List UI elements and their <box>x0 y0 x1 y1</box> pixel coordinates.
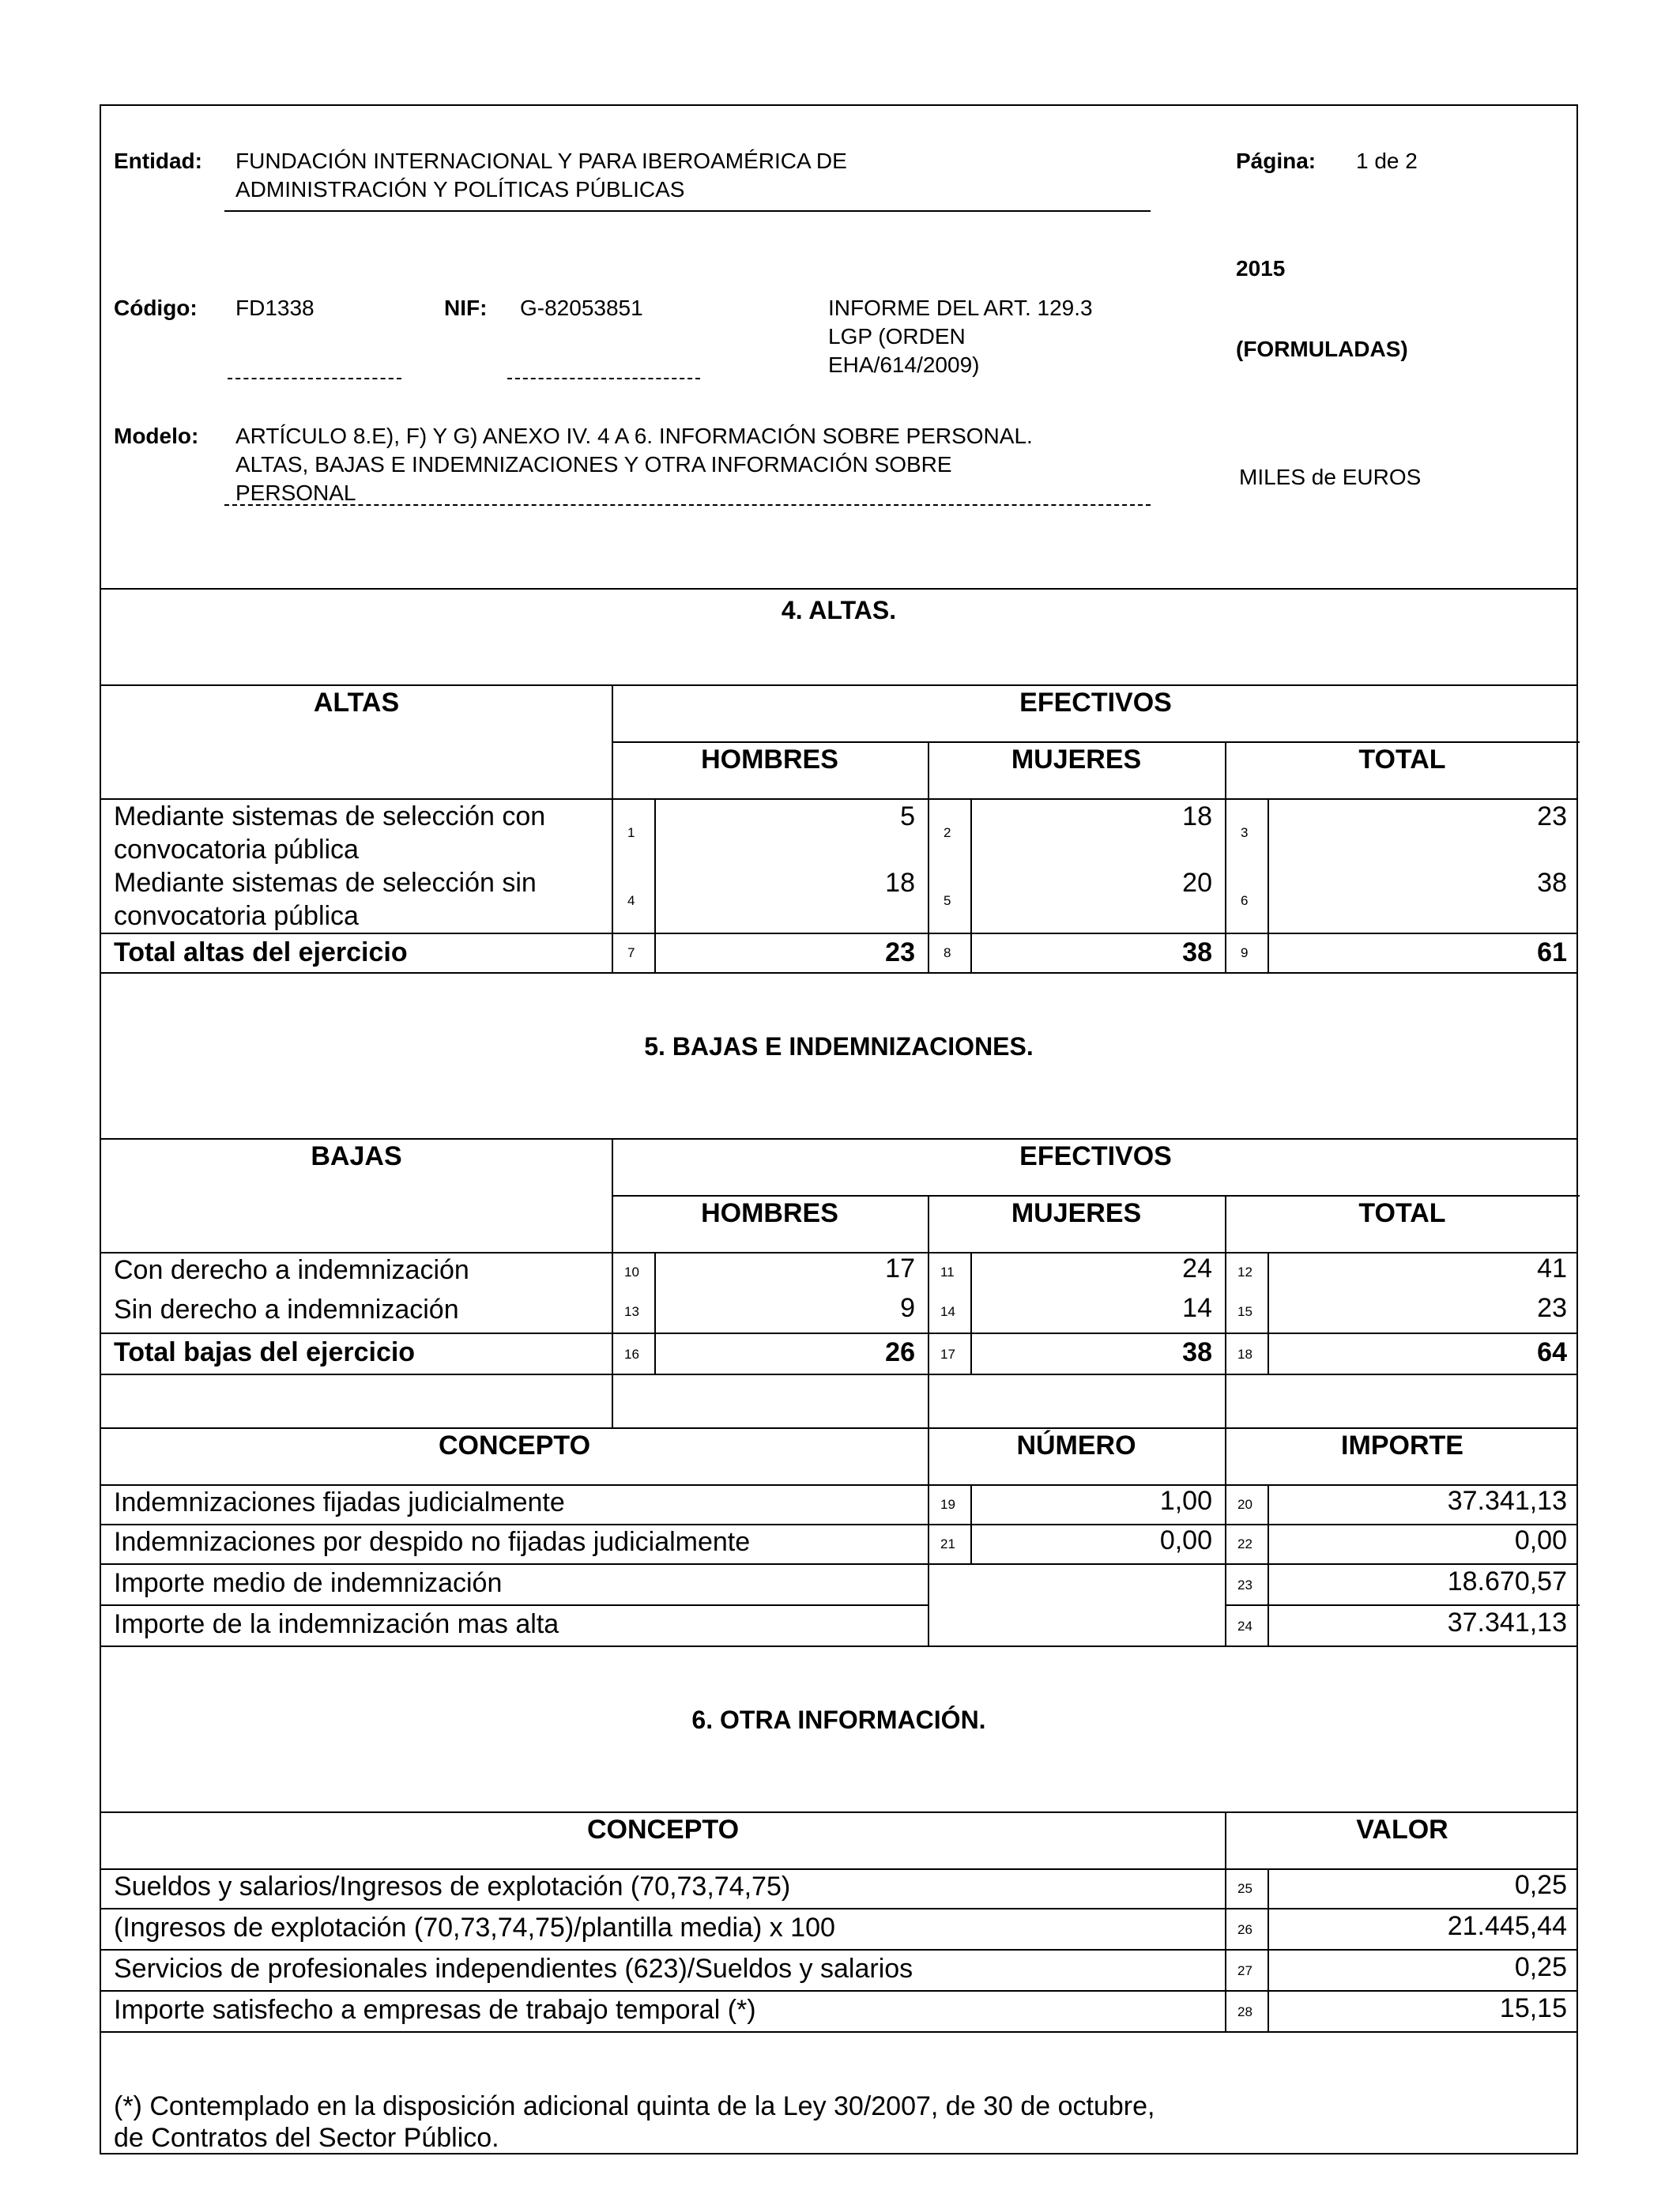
divider <box>101 1563 1576 1565</box>
cell-code: 18 <box>1237 1347 1252 1362</box>
nif-dash-line <box>507 378 700 379</box>
col-divider <box>928 741 929 974</box>
cell-code: 26 <box>1237 1922 1252 1937</box>
divider <box>101 1427 1576 1429</box>
modelo-label: Modelo: <box>114 424 199 448</box>
divider <box>101 1646 1576 1647</box>
altas-col-hombres: HOMBRES <box>701 745 838 775</box>
altas-col-efectivos: EFECTIVOS <box>1019 688 1172 718</box>
cell-code: 14 <box>940 1304 955 1319</box>
otra-valor-value: 21.445,44 <box>1447 1911 1567 1941</box>
altas-total-total: 61 <box>1537 937 1567 967</box>
altas-total-hombres: 23 <box>885 937 915 967</box>
divider <box>101 1949 1576 1951</box>
indemn-numero-value: 0,00 <box>1159 1525 1212 1555</box>
cell-code: 11 <box>940 1265 955 1280</box>
bajas-col-hombres: HOMBRES <box>701 1198 838 1228</box>
otra-row-label: Importe satisfecho a empresas de trabajo temporal (*) <box>114 1995 756 2025</box>
altas-row-label: Mediante sistemas de selección con <box>114 801 546 831</box>
cell-code: 22 <box>1237 1536 1252 1551</box>
cell-code: 25 <box>1237 1881 1252 1896</box>
altas-row-label: convocatoria pública <box>114 835 359 865</box>
divider <box>612 1195 1580 1197</box>
altas-row-label: convocatoria pública <box>114 901 359 931</box>
divider <box>101 1138 1576 1140</box>
cell-code: 6 <box>1241 893 1249 908</box>
altas-hombres-value: 18 <box>885 868 915 898</box>
divider <box>101 1811 1576 1813</box>
cell-code: 16 <box>624 1347 639 1362</box>
pagina-label: Página: <box>1236 149 1317 173</box>
modelo-line3: PERSONAL <box>235 481 356 505</box>
entidad-line2: ADMINISTRACIÓN Y POLÍTICAS PÚBLICAS <box>235 177 685 202</box>
codigo-value: FD1338 <box>235 296 315 320</box>
formuladas: (FORMULADAS) <box>1236 337 1408 361</box>
bajas-total-value: 41 <box>1537 1253 1567 1284</box>
unidad: MILES de EUROS <box>1239 465 1422 489</box>
bajas-row-label: Con derecho a indemnización <box>114 1255 469 1285</box>
bajas-mujeres-value: 14 <box>1182 1293 1212 1323</box>
informe-line2: LGP (ORDEN <box>828 324 966 349</box>
footnote: de Contratos del Sector Público. <box>114 2123 499 2153</box>
bajas-col-mujeres: MUJERES <box>1011 1198 1142 1228</box>
codigo-dash-line <box>228 378 401 379</box>
divider <box>101 588 1576 590</box>
altas-total-value: 38 <box>1537 868 1567 898</box>
year: 2015 <box>1236 256 1286 281</box>
cell-code: 19 <box>940 1497 955 1512</box>
col-divider <box>928 1195 929 1427</box>
otra-valor-value: 0,25 <box>1514 1870 1567 1900</box>
divider <box>612 741 1580 743</box>
indemn-importe-value: 37.341,13 <box>1447 1486 1567 1516</box>
cell-code: 10 <box>624 1265 639 1280</box>
bajas-total-total: 64 <box>1537 1337 1567 1367</box>
bajas-section-title: 5. BAJAS E INDEMNIZACIONES. <box>644 1032 1034 1061</box>
col-divider <box>1225 741 1226 974</box>
altas-total-label: Total altas del ejercicio <box>114 937 408 967</box>
otra-col-concepto: CONCEPTO <box>586 1815 740 1845</box>
informe-line1: INFORME DEL ART. 129.3 <box>828 296 1093 320</box>
indemn-importe-value: 37.341,13 <box>1447 1608 1567 1638</box>
indemn-importe-value: 0,00 <box>1514 1525 1567 1555</box>
divider <box>101 1908 1576 1909</box>
cell-code: 5 <box>944 893 951 908</box>
indemn-numero-value: 1,00 <box>1159 1486 1212 1516</box>
modelo-dash-line <box>224 504 1151 506</box>
cell-code: 7 <box>627 945 635 960</box>
altas-row-label: Mediante sistemas de selección sin <box>114 868 537 898</box>
cell-code: 2 <box>944 825 951 840</box>
bajas-total-label: Total bajas del ejercicio <box>114 1337 416 1367</box>
entidad-label: Entidad: <box>114 149 202 173</box>
bajas-col-efectivos: EFECTIVOS <box>1019 1141 1172 1171</box>
bajas-col-concept: BAJAS <box>311 1141 402 1171</box>
nif-value: G-82053851 <box>520 296 643 320</box>
otra-col-valor: VALOR <box>1356 1815 1448 1845</box>
informe-line3: EHA/614/2009) <box>828 352 980 377</box>
col-divider <box>612 684 613 974</box>
bajas-total-value: 23 <box>1537 1293 1567 1323</box>
indemn-row-label: Importe de la indemnización mas alta <box>114 1609 559 1639</box>
otra-section-title: 6. OTRA INFORMACIÓN. <box>691 1706 986 1734</box>
altas-total-mujeres: 38 <box>1182 937 1212 967</box>
indemn-row-label: Importe medio de indemnización <box>114 1568 503 1598</box>
cell-code: 12 <box>1237 1265 1252 1280</box>
cell-code: 1 <box>627 825 635 840</box>
altas-total-value: 23 <box>1537 801 1567 831</box>
bajas-row-label: Sin derecho a indemnización <box>114 1295 459 1325</box>
otra-valor-value: 0,25 <box>1514 1952 1567 1982</box>
entidad-underline <box>224 210 1151 212</box>
bajas-hombres-value: 17 <box>885 1253 915 1284</box>
codigo-label: Código: <box>114 296 198 320</box>
cell-code: 3 <box>1241 825 1249 840</box>
cell-code: 24 <box>1237 1619 1252 1634</box>
divider <box>101 684 1576 686</box>
altas-mujeres-value: 20 <box>1182 868 1212 898</box>
col-divider <box>1225 1195 1226 1427</box>
divider <box>1225 1604 1580 1606</box>
cell-code: 17 <box>940 1347 955 1362</box>
divider <box>101 933 1576 934</box>
divider <box>101 2031 1576 2033</box>
altas-mujeres-value: 18 <box>1182 801 1212 831</box>
cell-code: 28 <box>1237 2004 1252 2019</box>
modelo-line1: ARTÍCULO 8.E), F) Y G) ANEXO IV. 4 A 6. INFORMACIÓN SOBRE PERSONAL. <box>235 424 1033 448</box>
cell-code: 9 <box>1241 945 1249 960</box>
bajas-total-mujeres: 38 <box>1182 1337 1212 1367</box>
cell-code: 4 <box>627 893 635 908</box>
pagina-value: 1 de 2 <box>1356 149 1418 173</box>
indemn-col-concepto: CONCEPTO <box>438 1431 591 1461</box>
otra-row-label: (Ingresos de explotación (70,73,74,75)/plantilla media) x 100 <box>114 1913 835 1943</box>
cell-code: 23 <box>1237 1578 1252 1593</box>
bajas-mujeres-value: 24 <box>1182 1253 1212 1284</box>
otra-row-label: Sueldos y salarios/Ingresos de explotación (70,73,74,75) <box>114 1872 791 1902</box>
divider <box>101 1604 928 1606</box>
divider <box>101 972 1576 974</box>
otra-valor-value: 15,15 <box>1499 1993 1567 2023</box>
cell-code: 20 <box>1237 1497 1252 1512</box>
cell-code: 13 <box>624 1304 639 1319</box>
col-divider <box>612 1138 613 1427</box>
form-page <box>100 104 1578 2154</box>
bajas-col-total: TOTAL <box>1358 1198 1446 1228</box>
altas-section-title: 4. ALTAS. <box>781 596 897 624</box>
divider <box>101 1374 1576 1375</box>
altas-col-concept: ALTAS <box>313 688 400 718</box>
otra-row-label: Servicios de profesionales independientes (623)/Sueldos y salarios <box>114 1954 913 1984</box>
cell-code: 8 <box>944 945 951 960</box>
divider <box>101 1333 1576 1334</box>
cell-code: 27 <box>1237 1963 1252 1978</box>
bajas-hombres-value: 9 <box>900 1293 915 1323</box>
entidad-line1: FUNDACIÓN INTERNACIONAL Y PARA IBEROAMÉRICA DE <box>235 149 847 173</box>
altas-col-mujeres: MUJERES <box>1011 745 1142 775</box>
footnote: (*) Contemplado en la disposición adicional quinta de la Ley 30/2007, de 30 de octubre, <box>114 2091 1155 2121</box>
cell-code: 15 <box>1237 1304 1252 1319</box>
bajas-total-hombres: 26 <box>885 1337 915 1367</box>
indemn-row-label: Indemnizaciones fijadas judicialmente <box>114 1487 565 1517</box>
indemn-col-numero: NÚMERO <box>1016 1431 1136 1461</box>
altas-col-total: TOTAL <box>1358 745 1446 775</box>
cell-code: 21 <box>940 1536 955 1551</box>
altas-hombres-value: 5 <box>900 801 915 831</box>
indemn-importe-value: 18.670,57 <box>1447 1566 1567 1596</box>
divider <box>101 1990 1576 1992</box>
indemn-col-importe: IMPORTE <box>1341 1431 1463 1461</box>
indemn-row-label: Indemnizaciones por despido no fijadas judicialmente <box>114 1527 751 1557</box>
nif-label: NIF: <box>444 296 488 320</box>
modelo-line2: ALTAS, BAJAS E INDEMNIZACIONES Y OTRA INFORMACIÓN SOBRE <box>235 452 952 477</box>
